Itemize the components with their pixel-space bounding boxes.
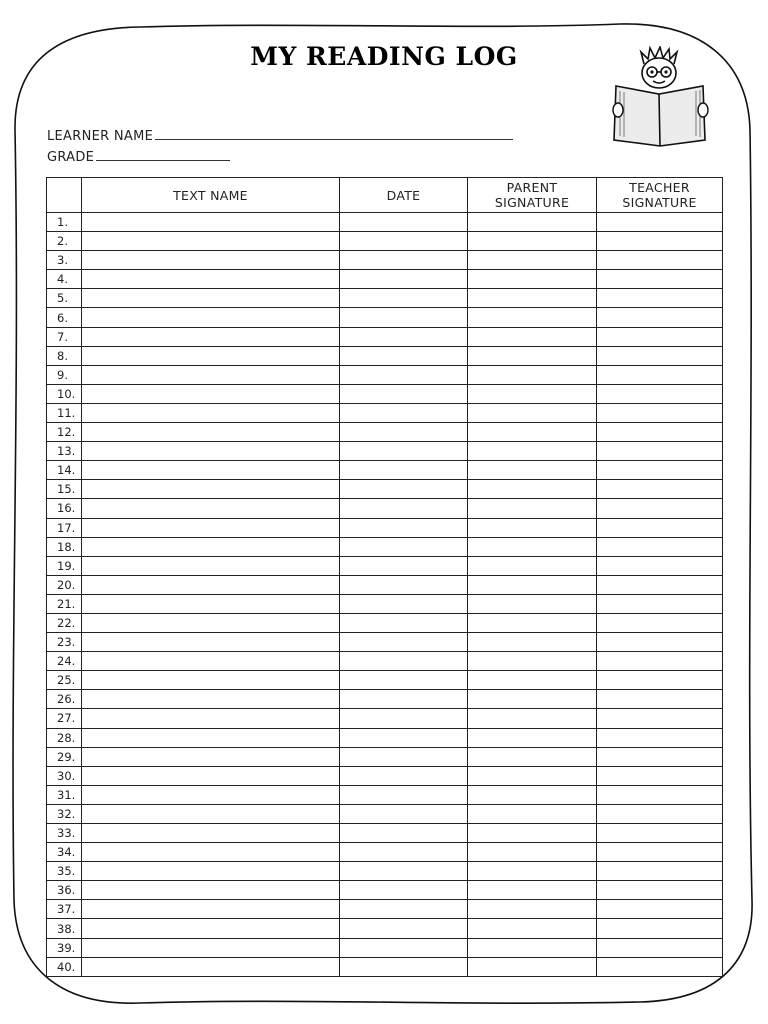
table-row [47,766,723,785]
parent-signature-cell[interactable] [468,518,597,537]
teacher-signature-cell[interactable] [597,671,723,690]
row-number: 32. [47,804,82,823]
date-cell[interactable] [340,289,468,308]
row-number: 9. [47,365,82,384]
teacher-signature-cell[interactable] [597,766,723,785]
row-number: 24. [47,652,82,671]
text-name-cell[interactable] [82,384,340,403]
date-cell[interactable] [340,862,468,881]
text-name-cell[interactable] [82,289,340,308]
teacher-signature-cell[interactable] [597,365,723,384]
parent-signature-cell[interactable] [468,613,597,632]
row-number: 8. [47,346,82,365]
text-name-cell[interactable] [82,213,340,232]
parent-signature-cell[interactable] [468,423,597,442]
teacher-signature-cell[interactable] [597,652,723,671]
row-number: 20. [47,575,82,594]
teacher-signature-cell[interactable] [597,537,723,556]
table-row [47,594,723,613]
text-name-cell[interactable] [82,270,340,289]
table-row [47,613,723,632]
table-row [47,346,723,365]
text-name-cell[interactable] [82,251,340,270]
teacher-signature-cell[interactable] [597,556,723,575]
table-row [47,938,723,957]
teacher-signature-cell[interactable] [597,613,723,632]
row-number: 21. [47,594,82,613]
grade-field[interactable] [47,149,230,165]
date-cell[interactable] [340,594,468,613]
table-row [47,442,723,461]
date-cell[interactable] [340,613,468,632]
date-cell[interactable] [340,900,468,919]
table-row [47,919,723,938]
header-teacher-signature [597,178,723,213]
teacher-signature-cell[interactable] [597,633,723,652]
date-cell[interactable] [340,346,468,365]
text-name-cell[interactable] [82,957,340,976]
date-cell[interactable] [340,938,468,957]
parent-signature-cell[interactable] [468,766,597,785]
teacher-signature-cell[interactable] [597,881,723,900]
header-date: DATE [340,178,468,213]
learner-name-label: LEARNER NAME [47,129,154,144]
learner-name-field[interactable] [47,128,513,144]
row-number: 39. [47,938,82,957]
row-number: 11. [47,403,82,422]
parent-signature-cell[interactable] [468,365,597,384]
parent-signature-cell[interactable] [468,251,597,270]
date-cell[interactable] [340,556,468,575]
text-name-cell[interactable] [82,442,340,461]
row-number: 30. [47,766,82,785]
parent-signature-cell[interactable] [468,327,597,346]
date-cell[interactable] [340,633,468,652]
teacher-signature-cell[interactable] [597,327,723,346]
table-row [47,900,723,919]
date-cell[interactable] [340,671,468,690]
date-cell[interactable] [340,384,468,403]
date-cell[interactable] [340,824,468,843]
parent-signature-cell[interactable] [468,671,597,690]
table-row [47,747,723,766]
date-cell[interactable] [340,537,468,556]
parent-signature-cell[interactable] [468,499,597,518]
table-row [47,957,723,976]
text-name-cell[interactable] [82,881,340,900]
table-row [47,633,723,652]
text-name-cell[interactable] [82,804,340,823]
teacher-signature-cell[interactable] [597,270,723,289]
table-row [47,785,723,804]
table-row [47,556,723,575]
date-cell[interactable] [340,480,468,499]
teacher-signature-cell[interactable] [597,957,723,976]
header-parent-line1: PARENT [506,180,558,195]
row-number: 16. [47,499,82,518]
parent-signature-cell[interactable] [468,575,597,594]
parent-signature-cell[interactable] [468,480,597,499]
date-cell[interactable] [340,423,468,442]
date-cell[interactable] [340,785,468,804]
parent-signature-cell[interactable] [468,785,597,804]
teacher-signature-cell[interactable] [597,747,723,766]
table-row [47,518,723,537]
boy-reading-book-icon [610,46,712,148]
teacher-signature-cell[interactable] [597,403,723,422]
parent-signature-cell[interactable] [468,900,597,919]
parent-signature-cell[interactable] [468,289,597,308]
row-number: 2. [47,232,82,251]
table-row [47,652,723,671]
row-number: 13. [47,442,82,461]
parent-signature-cell[interactable] [468,843,597,862]
teacher-signature-cell[interactable] [597,346,723,365]
row-number: 4. [47,270,82,289]
teacher-signature-cell[interactable] [597,938,723,957]
table-row [47,537,723,556]
teacher-signature-cell[interactable] [597,862,723,881]
teacher-signature-cell[interactable] [597,232,723,251]
parent-signature-cell[interactable] [468,633,597,652]
row-number: 17. [47,518,82,537]
text-name-cell[interactable] [82,824,340,843]
header-number [47,178,82,213]
parent-signature-cell[interactable] [468,957,597,976]
date-cell[interactable] [340,957,468,976]
parent-signature-cell[interactable] [468,384,597,403]
teacher-signature-cell[interactable] [597,824,723,843]
table-row [47,308,723,327]
row-number: 12. [47,423,82,442]
date-cell[interactable] [340,442,468,461]
parent-signature-cell[interactable] [468,537,597,556]
parent-signature-cell[interactable] [468,556,597,575]
row-number: 18. [47,537,82,556]
date-cell[interactable] [340,251,468,270]
teacher-signature-cell[interactable] [597,518,723,537]
text-name-cell[interactable] [82,499,340,518]
teacher-signature-cell[interactable] [597,289,723,308]
row-number: 27. [47,709,82,728]
date-cell[interactable] [340,709,468,728]
parent-signature-cell[interactable] [468,403,597,422]
table-row [47,690,723,709]
table-row [47,804,723,823]
date-cell[interactable] [340,728,468,747]
date-cell[interactable] [340,843,468,862]
parent-signature-cell[interactable] [468,461,597,480]
row-number: 33. [47,824,82,843]
row-number: 10. [47,384,82,403]
teacher-signature-cell[interactable] [597,690,723,709]
row-number: 23. [47,633,82,652]
text-name-cell[interactable] [82,556,340,575]
table-row [47,289,723,308]
teacher-signature-cell[interactable] [597,308,723,327]
date-cell[interactable] [340,881,468,900]
text-name-cell[interactable] [82,518,340,537]
text-name-cell[interactable] [82,232,340,251]
parent-signature-cell[interactable] [468,652,597,671]
parent-signature-cell[interactable] [468,442,597,461]
teacher-signature-cell[interactable] [597,843,723,862]
parent-signature-cell[interactable] [468,308,597,327]
text-name-cell[interactable] [82,613,340,632]
grade-line[interactable] [96,149,230,161]
parent-signature-cell[interactable] [468,747,597,766]
date-cell[interactable] [340,213,468,232]
header-text-name: TEXT NAME [82,178,340,213]
parent-signature-cell[interactable] [468,213,597,232]
header-parent-signature [468,178,597,213]
date-cell[interactable] [340,575,468,594]
text-name-cell[interactable] [82,537,340,556]
row-number: 5. [47,289,82,308]
text-name-cell[interactable] [82,671,340,690]
row-number: 35. [47,862,82,881]
date-cell[interactable] [340,327,468,346]
row-number: 26. [47,690,82,709]
teacher-signature-cell[interactable] [597,384,723,403]
row-number: 38. [47,919,82,938]
row-number: 6. [47,308,82,327]
date-cell[interactable] [340,232,468,251]
reading-log-table [46,177,723,977]
table-row [47,480,723,499]
text-name-cell[interactable] [82,709,340,728]
row-number: 37. [47,900,82,919]
text-name-cell[interactable] [82,365,340,384]
table-row [47,862,723,881]
text-name-cell[interactable] [82,919,340,938]
header-teacher-line1: TEACHER [629,180,690,195]
date-cell[interactable] [340,747,468,766]
row-number: 15. [47,480,82,499]
row-number: 25. [47,671,82,690]
table-row [47,709,723,728]
teacher-signature-cell[interactable] [597,423,723,442]
date-cell[interactable] [340,308,468,327]
table-row [47,575,723,594]
table-row [47,403,723,422]
text-name-cell[interactable] [82,862,340,881]
text-name-cell[interactable] [82,594,340,613]
row-number: 22. [47,613,82,632]
parent-signature-cell[interactable] [468,728,597,747]
text-name-cell[interactable] [82,785,340,804]
text-name-cell[interactable] [82,652,340,671]
date-cell[interactable] [340,766,468,785]
date-cell[interactable] [340,461,468,480]
table-row [47,365,723,384]
parent-signature-cell[interactable] [468,919,597,938]
parent-signature-cell[interactable] [468,690,597,709]
row-number: 3. [47,251,82,270]
text-name-cell[interactable] [82,423,340,442]
parent-signature-cell[interactable] [468,804,597,823]
parent-signature-cell[interactable] [468,938,597,957]
learner-name-line[interactable] [155,128,513,140]
table-row [47,251,723,270]
date-cell[interactable] [340,403,468,422]
table-row [47,423,723,442]
date-cell[interactable] [340,270,468,289]
text-name-cell[interactable] [82,327,340,346]
text-name-cell[interactable] [82,900,340,919]
table-header-row [47,178,723,213]
date-cell[interactable] [340,652,468,671]
parent-signature-cell[interactable] [468,232,597,251]
table-row [47,213,723,232]
teacher-signature-cell[interactable] [597,251,723,270]
parent-signature-cell[interactable] [468,346,597,365]
teacher-signature-cell[interactable] [597,919,723,938]
teacher-signature-cell[interactable] [597,900,723,919]
table-row [47,270,723,289]
parent-signature-cell[interactable] [468,824,597,843]
row-number: 19. [47,556,82,575]
text-name-cell[interactable] [82,461,340,480]
parent-signature-cell[interactable] [468,862,597,881]
table-row [47,824,723,843]
date-cell[interactable] [340,518,468,537]
table-row [47,461,723,480]
teacher-signature-cell[interactable] [597,461,723,480]
teacher-signature-cell[interactable] [597,480,723,499]
teacher-signature-cell[interactable] [597,728,723,747]
text-name-cell[interactable] [82,308,340,327]
table-row [47,499,723,518]
parent-signature-cell[interactable] [468,270,597,289]
text-name-cell[interactable] [82,346,340,365]
table-row [47,843,723,862]
teacher-signature-cell[interactable] [597,709,723,728]
table-row [47,728,723,747]
date-cell[interactable] [340,365,468,384]
parent-signature-cell[interactable] [468,709,597,728]
parent-signature-cell[interactable] [468,594,597,613]
row-number: 36. [47,881,82,900]
row-number: 7. [47,327,82,346]
row-number: 29. [47,747,82,766]
row-number: 34. [47,843,82,862]
row-number: 31. [47,785,82,804]
page-title: MY READING LOG [250,42,518,71]
date-cell[interactable] [340,499,468,518]
table-row [47,327,723,346]
text-name-cell[interactable] [82,575,340,594]
grade-label: GRADE [47,150,95,165]
teacher-signature-cell[interactable] [597,594,723,613]
date-cell[interactable] [340,919,468,938]
row-number: 40. [47,957,82,976]
parent-signature-cell[interactable] [468,881,597,900]
table-row [47,232,723,251]
date-cell[interactable] [340,690,468,709]
text-name-cell[interactable] [82,766,340,785]
date-cell[interactable] [340,804,468,823]
teacher-signature-cell[interactable] [597,213,723,232]
teacher-signature-cell[interactable] [597,804,723,823]
teacher-signature-cell[interactable] [597,442,723,461]
header-teacher-line2: SIGNATURE [622,195,697,210]
table-row [47,881,723,900]
row-number: 1. [47,213,82,232]
text-name-cell[interactable] [82,403,340,422]
teacher-signature-cell[interactable] [597,499,723,518]
text-name-cell[interactable] [82,747,340,766]
text-name-cell[interactable] [82,938,340,957]
header-parent-line2: SIGNATURE [494,195,570,210]
table-row [47,671,723,690]
text-name-cell[interactable] [82,843,340,862]
text-name-cell[interactable] [82,633,340,652]
teacher-signature-cell[interactable] [597,785,723,804]
teacher-signature-cell[interactable] [597,575,723,594]
row-number: 14. [47,461,82,480]
text-name-cell[interactable] [82,480,340,499]
row-number: 28. [47,728,82,747]
table-row [47,384,723,403]
text-name-cell[interactable] [82,690,340,709]
text-name-cell[interactable] [82,728,340,747]
